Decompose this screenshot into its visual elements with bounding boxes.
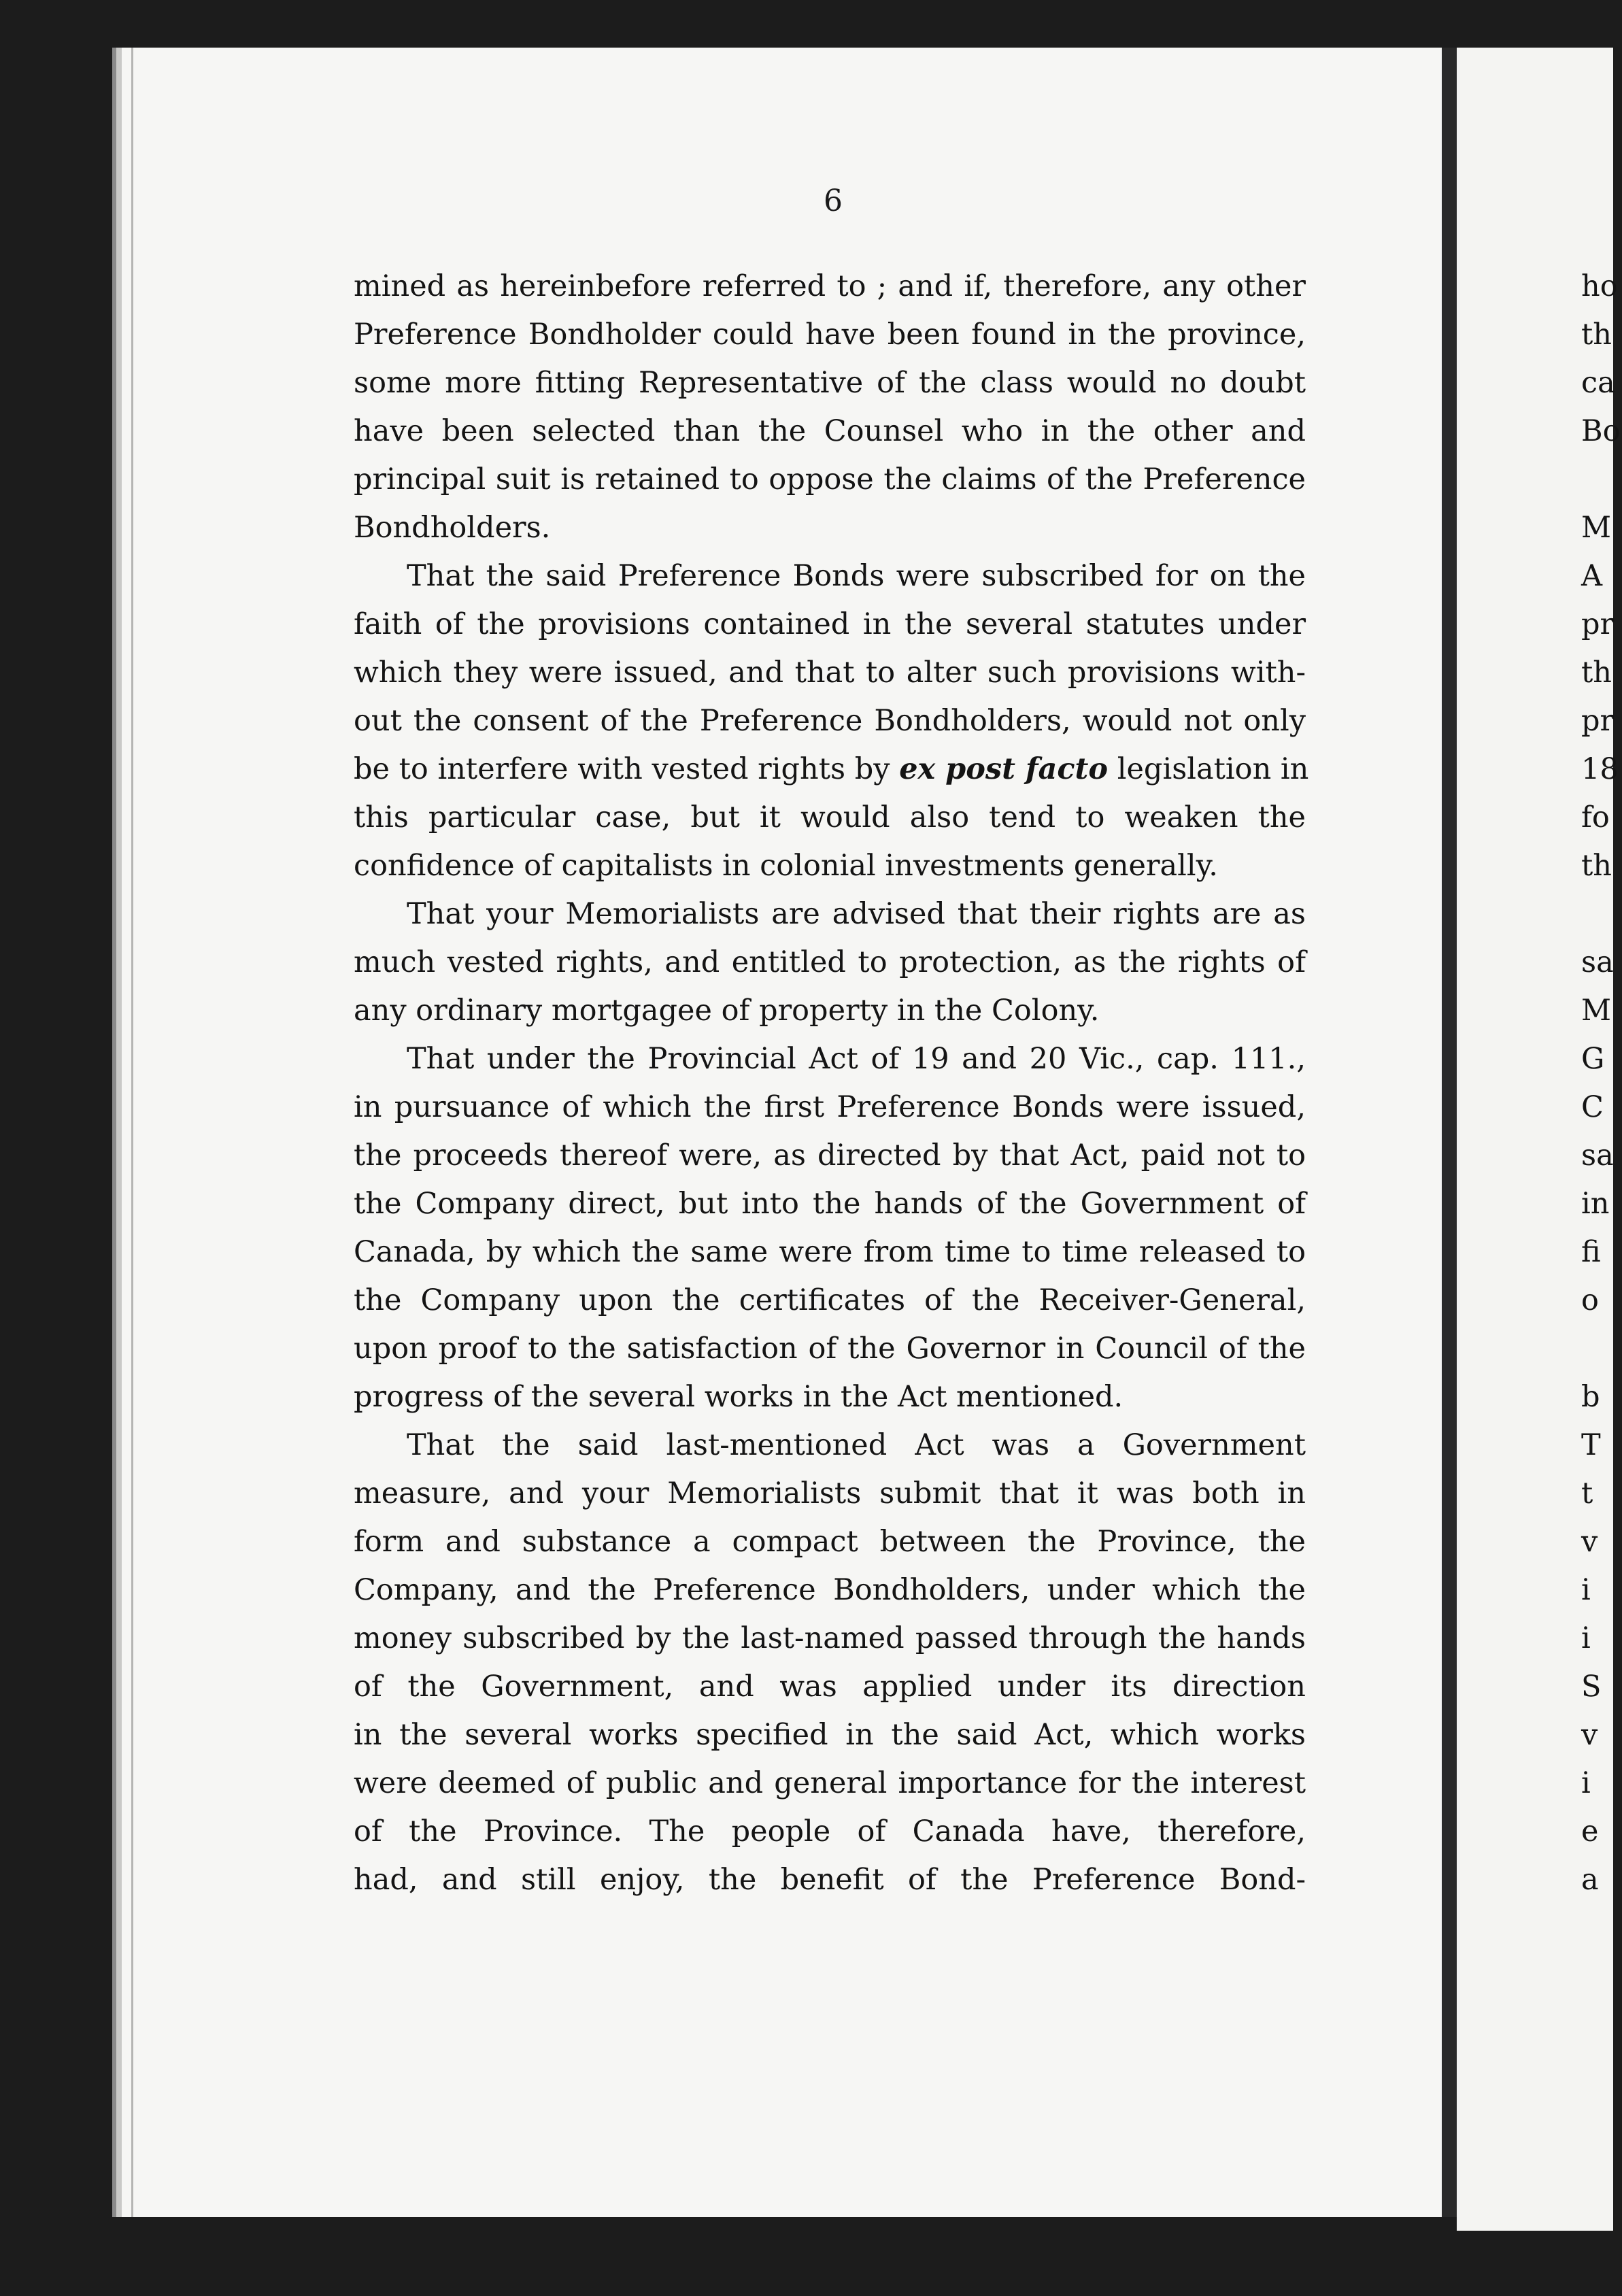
text-run: legislation in: [1108, 752, 1309, 786]
text-line: mined as hereinbefore referred to ; and if, therefore, any other: [354, 269, 1306, 303]
facing-page-fragment: M: [1581, 511, 1612, 545]
facing-page-fragment: v: [1581, 1718, 1598, 1752]
facing-page-fragment: ho: [1581, 269, 1618, 303]
text-line: form and substance a compact between the Province, the: [354, 1525, 1306, 1559]
facing-page-fragment: M: [1581, 994, 1612, 1028]
facing-page-fragment: [1581, 456, 1622, 504]
text-line: the proceeds thereof were, as directed by that Act, paid not to: [354, 1138, 1306, 1172]
text-line: have been selected than the Counsel who in the other and: [354, 414, 1306, 448]
facing-page-fragment: th: [1581, 849, 1612, 883]
facing-page-fragment: [1581, 1325, 1622, 1373]
facing-page-fragment: th: [1581, 656, 1612, 690]
text-line: [354, 745, 1309, 794]
page-gutter: [1442, 48, 1457, 2217]
facing-page-fragment: ca: [1581, 366, 1615, 400]
text-line: That the said last-mentioned Act was a Government: [407, 1428, 1306, 1462]
facing-page-fragment: a: [1581, 1863, 1599, 1897]
text-line: of the Government, and was applied under its direction: [354, 1670, 1306, 1704]
text-line: the Company upon the certificates of the Receiver-General,: [354, 1283, 1306, 1317]
facing-page-fragments: [1581, 263, 1622, 1904]
text-line: Preference Bondholder could have been found in the province,: [354, 318, 1306, 352]
facing-page-fragment: i: [1581, 1573, 1591, 1607]
facing-page-fragment: b: [1581, 1380, 1600, 1414]
text-line: in the several works specified in the said Act, which works: [354, 1718, 1306, 1752]
text-line: principal suit is retained to oppose the claims of the Preference: [354, 462, 1306, 496]
facing-page-fragment: i: [1581, 1766, 1591, 1800]
text-line: the Company direct, but into the hands of the Government of: [354, 1187, 1306, 1221]
facing-page-fragment: e: [1581, 1814, 1599, 1848]
text-run: be to interfere with vested rights by: [354, 752, 900, 786]
facing-page-fragment: Bo: [1581, 414, 1621, 448]
facing-page-fragment: t: [1581, 1476, 1593, 1510]
text-line: Bondholders.: [354, 511, 551, 545]
facing-page-fragment: v: [1581, 1525, 1598, 1559]
facing-page-fragment: pr: [1581, 704, 1615, 738]
text-line: this particular case, but it would also tend to weaken the: [354, 800, 1306, 834]
text-line: Canada, by which the same were from time to time released to: [354, 1235, 1306, 1269]
facing-page-fragment: [1581, 890, 1622, 939]
facing-page-fragment: 18: [1581, 752, 1619, 786]
facing-page-fragment: i: [1581, 1621, 1591, 1655]
page-body-text: [354, 263, 1309, 1904]
text-line: had, and still enjoy, the benefit of the Preference Bond-: [354, 1863, 1306, 1897]
facing-page-fragment: T: [1581, 1428, 1601, 1462]
text-line: upon proof to the satisfaction of the Governor in Council of the: [354, 1332, 1306, 1366]
text-line: money subscribed by the last-named passed through the hands: [354, 1621, 1306, 1655]
facing-page-fragment: in: [1581, 1187, 1610, 1221]
facing-page-fragment: sa: [1581, 945, 1614, 979]
facing-page-fragment: fo: [1581, 800, 1610, 834]
latin-phrase: ex post facto: [899, 752, 1109, 786]
text-line: out the consent of the Preference Bondholders, would not only: [354, 704, 1306, 738]
text-line: That your Memorialists are advised that their rights are as: [407, 897, 1306, 931]
facing-page-fragment: C: [1581, 1090, 1604, 1124]
text-line: progress of the several works in the Act mentioned.: [354, 1380, 1123, 1414]
facing-page-fragment: A: [1581, 559, 1603, 593]
text-line: any ordinary mortgagee of property in the Colony.: [354, 994, 1100, 1028]
facing-page-fragment: fi: [1581, 1235, 1601, 1269]
text-line: That under the Provincial Act of 19 and 20 Vic., cap. 111.,: [407, 1042, 1306, 1076]
facing-page-fragment: o: [1581, 1283, 1599, 1317]
text-line: were deemed of public and general importance for the interest: [354, 1766, 1306, 1800]
text-line: measure, and your Memorialists submit that it was both in: [354, 1476, 1306, 1510]
text-line: confidence of capitalists in colonial investments generally.: [354, 849, 1218, 883]
text-line: which they were issued, and that to alter such provisions with-: [354, 656, 1306, 690]
text-line: in pursuance of which the first Preference Bonds were issued,: [354, 1090, 1306, 1124]
text-line: That the said Preference Bonds were subscribed for on the: [407, 559, 1306, 593]
facing-page-fragment: pr: [1581, 607, 1615, 641]
facing-page-fragment: S: [1581, 1670, 1602, 1704]
page-number: 6: [824, 184, 843, 218]
facing-page-fragment: G: [1581, 1042, 1605, 1076]
text-line: much vested rights, and entitled to protection, as the rights of: [354, 945, 1306, 979]
text-line: some more fitting Representative of the class would no doubt: [354, 366, 1306, 400]
facing-page-fragment: sa: [1581, 1138, 1614, 1172]
facing-page-fragment: th: [1581, 318, 1612, 352]
text-line: faith of the provisions contained in the several statutes under: [354, 607, 1306, 641]
text-line: Company, and the Preference Bondholders, under which the: [354, 1573, 1306, 1607]
text-line: of the Province. The people of Canada have, therefore,: [354, 1814, 1306, 1848]
